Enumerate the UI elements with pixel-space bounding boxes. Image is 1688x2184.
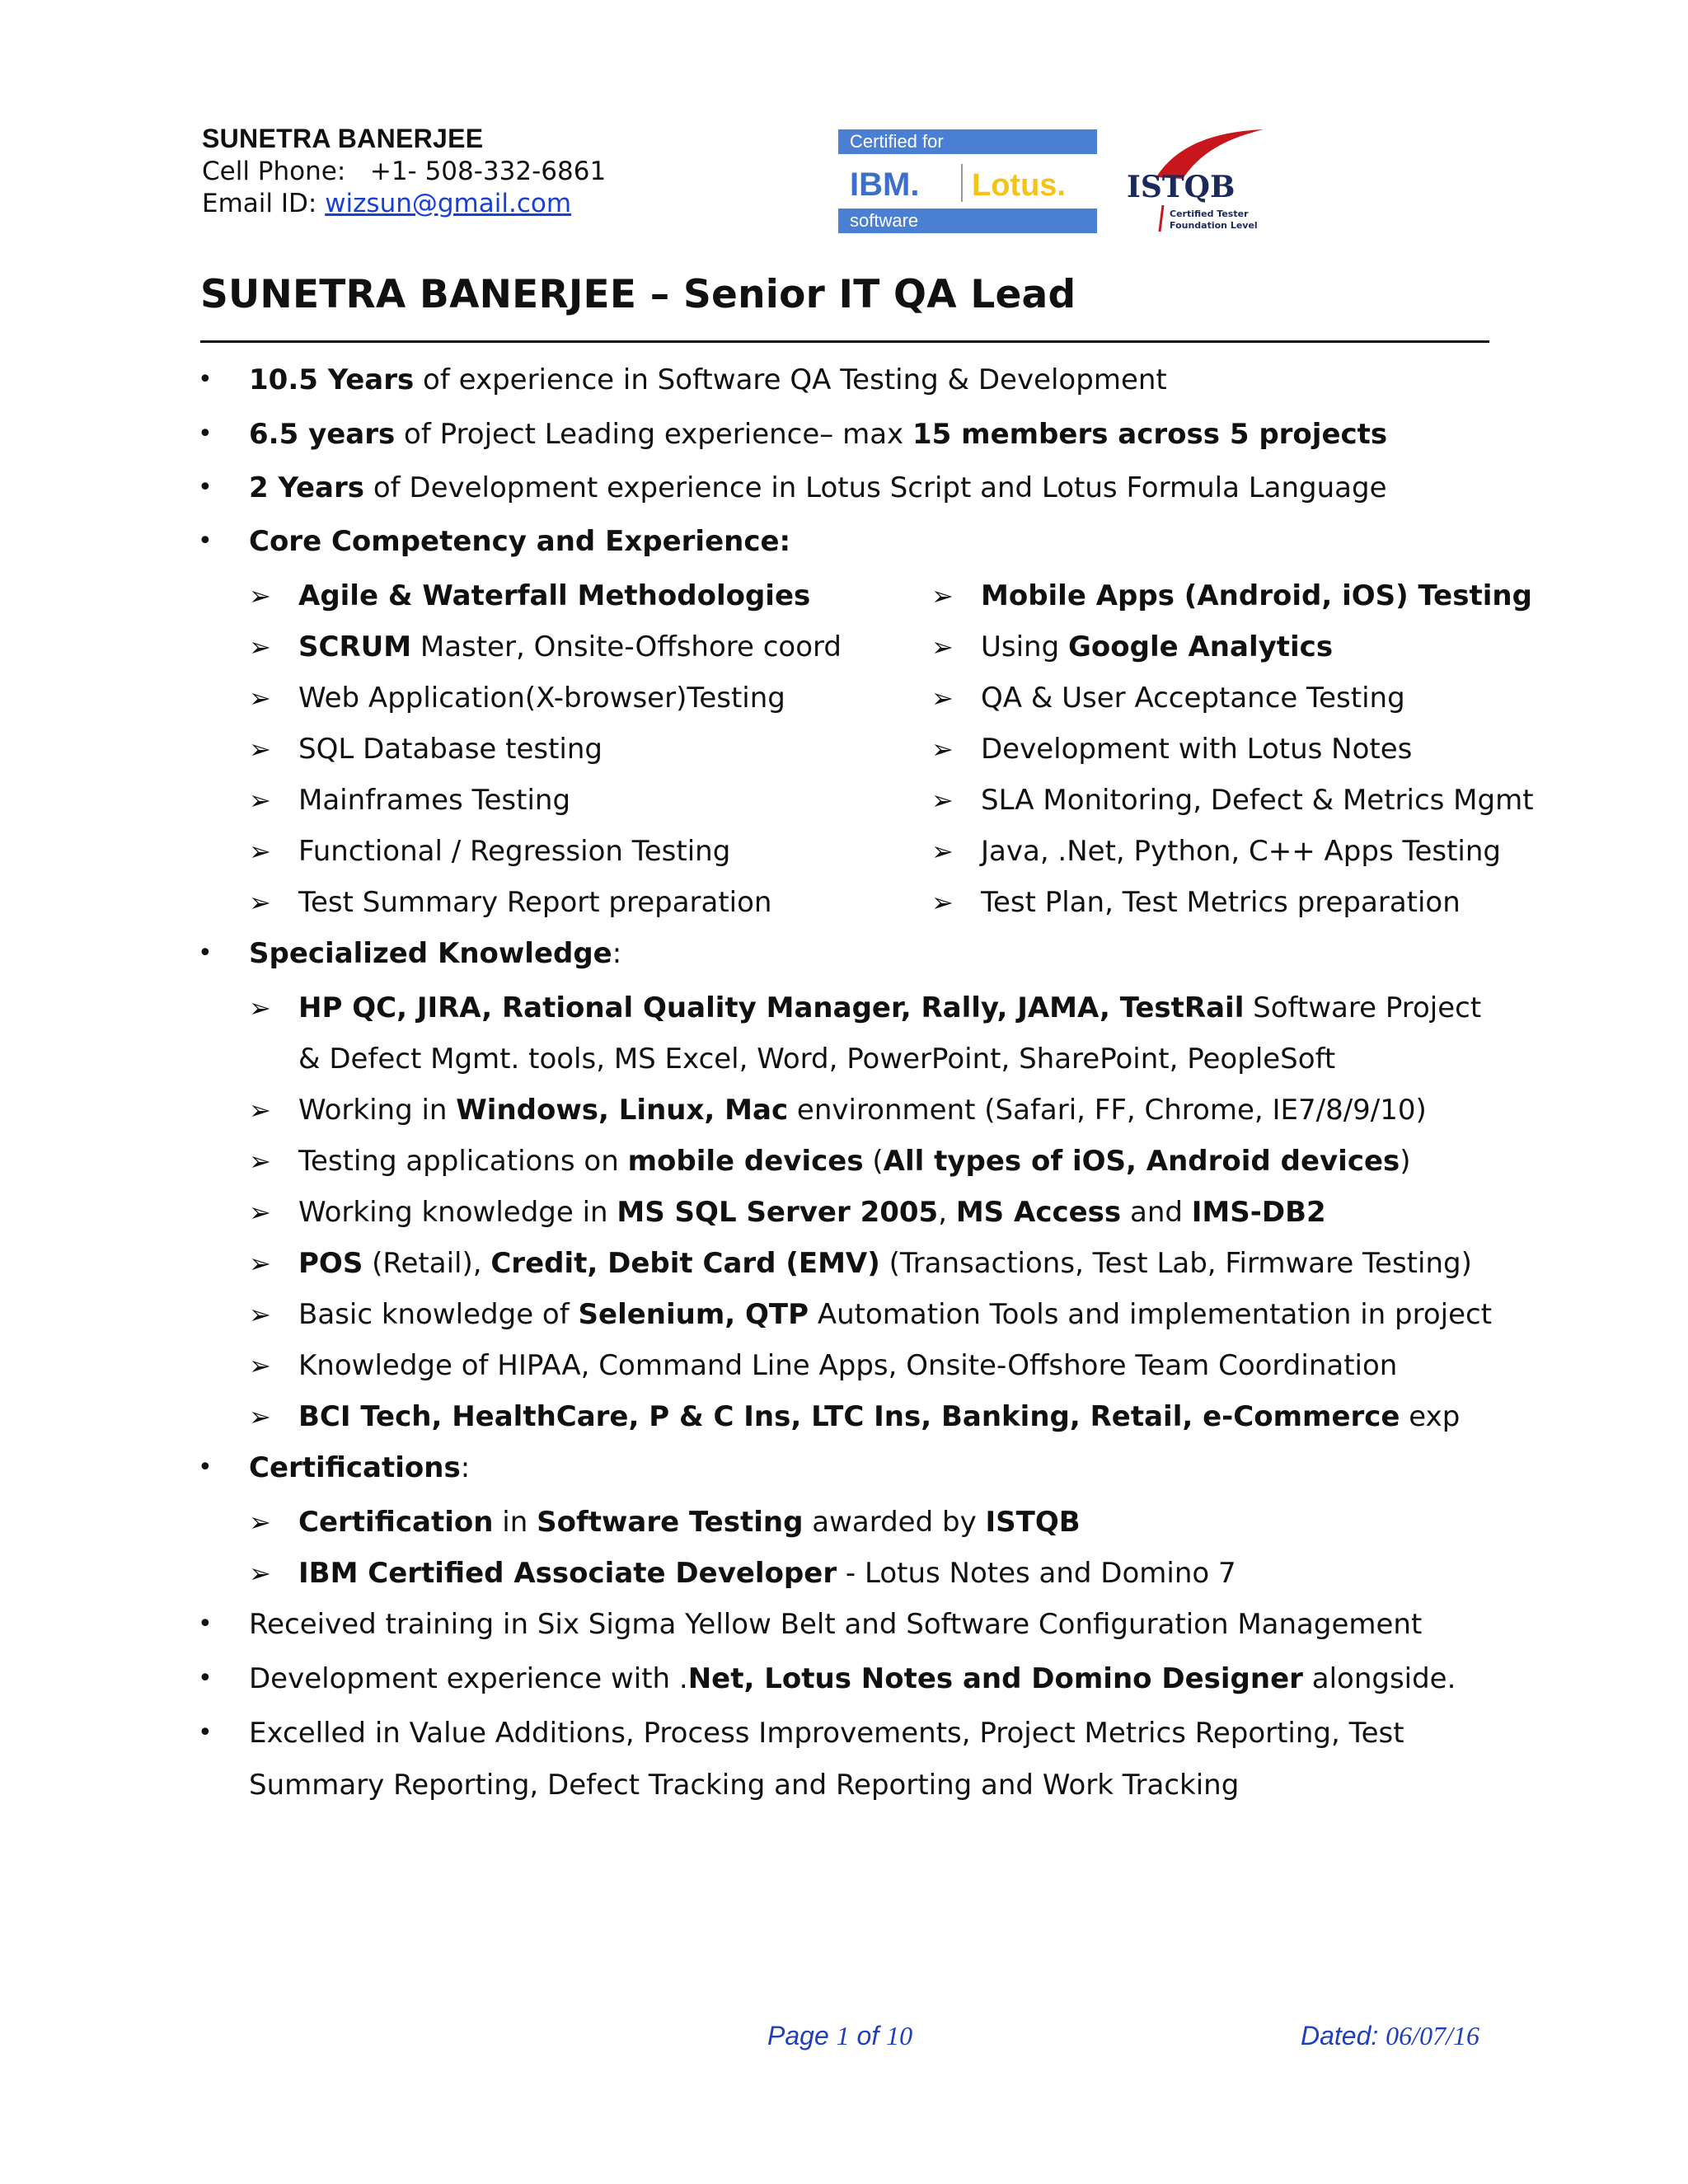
summary-bold: 15 members across 5 projects xyxy=(912,418,1388,451)
specialized-text: Knowledge of HIPAA, Command Line Apps, Onsite-Offshore Team Coordination xyxy=(298,1349,1398,1382)
certification-text: in xyxy=(493,1506,537,1539)
email-link[interactable]: wizsun@gmail.com xyxy=(325,189,572,218)
summary-bold: 10.5 Years xyxy=(249,363,415,396)
arrow-bullet-icon: ➢ xyxy=(249,1401,271,1432)
arrow-bullet-icon: ➢ xyxy=(931,887,954,918)
extra-text: Received training in Six Sigma Yellow Belt and Software Configuration Management xyxy=(249,1608,1423,1641)
specialized-text: ) xyxy=(1400,1145,1411,1178)
phone-line xyxy=(202,157,606,186)
specialized-bold: Credit, Debit Card (EMV) xyxy=(490,1247,880,1280)
bullet-icon: • xyxy=(198,939,213,968)
arrow-bullet-icon: ➢ xyxy=(249,682,271,714)
summary-text: of Project Leading experience– max xyxy=(395,418,912,451)
specialized-text: & Defect Mgmt. tools, MS Excel, Word, PowerPoint, SharePoint, PeopleSoft xyxy=(298,1043,1336,1076)
arrow-bullet-icon: ➢ xyxy=(249,631,271,663)
competency-item: Using xyxy=(981,630,1068,663)
specialized-text: (Transactions, Test Lab, Firmware Testing) xyxy=(879,1247,1472,1280)
arrow-bullet-icon: ➢ xyxy=(249,1094,271,1126)
competency-item: Master, Onsite-Offshore coord xyxy=(411,630,842,663)
specialized-bold: Selenium, QTP xyxy=(578,1298,809,1331)
page-number xyxy=(767,2021,912,2051)
extra-text: Development experience with . xyxy=(249,1662,688,1695)
competency-item: Development with Lotus Notes xyxy=(981,733,1413,766)
istqb-certified-logo xyxy=(1123,129,1268,233)
specialized-text: environment (Safari, FF, Chrome, IE7/8/9/10) xyxy=(788,1094,1427,1127)
specialized-bold: MS SQL Server 2005 xyxy=(617,1196,939,1229)
certification-bold: Certification xyxy=(298,1506,494,1539)
title-underline xyxy=(200,340,1489,343)
candidate-name: SUNETRA BANERJEE xyxy=(202,124,484,153)
competency-item: Agile & Waterfall Methodologies xyxy=(298,579,811,612)
page-label: Page xyxy=(767,2021,837,2050)
specialized-text: Automation Tools and implementation in project xyxy=(809,1298,1493,1331)
arrow-bullet-icon: ➢ xyxy=(931,785,954,816)
specialized-text: and xyxy=(1121,1196,1192,1229)
arrow-bullet-icon: ➢ xyxy=(931,682,954,714)
competency-item: Java, .Net, Python, C++ Apps Testing xyxy=(981,835,1502,868)
specialized-heading: Specialized Knowledge xyxy=(249,937,612,970)
competency-item: Mainframes Testing xyxy=(298,784,571,817)
specialized-bold: POS xyxy=(298,1247,363,1280)
page-current: 1 xyxy=(836,2021,850,2050)
arrow-bullet-icon: ➢ xyxy=(249,1248,271,1279)
certifications-heading: Certifications xyxy=(249,1451,461,1484)
specialized-text: Basic knowledge of xyxy=(298,1298,579,1331)
arrow-bullet-icon: ➢ xyxy=(249,1558,271,1589)
bullet-icon: • xyxy=(198,1718,213,1747)
specialized-bold: BCI Tech, HealthCare, P & C Ins, LTC Ins, Banking, Retail, e-Commerce xyxy=(298,1400,1400,1433)
istqb-logo-sub1: Certified Tester xyxy=(1170,209,1249,219)
ibm-lotus-certified-logo xyxy=(838,129,1097,233)
ibm-logo-lotus-text: Lotus. xyxy=(972,168,1066,203)
phone-number: +1- 508-332-6861 xyxy=(369,157,607,186)
specialized-bold: HP QC, JIRA, Rational Quality Manager, Rally, JAMA, TestRail xyxy=(298,991,1245,1024)
bullet-icon: • xyxy=(198,1664,213,1693)
competency-item: Web Application(X-browser)Testing xyxy=(298,682,785,715)
ibm-logo-ibm-text: IBM. xyxy=(850,166,920,203)
istqb-logo-mark xyxy=(1160,205,1163,232)
heading-colon: : xyxy=(612,937,622,970)
bullet-icon: • xyxy=(198,1610,213,1638)
arrow-bullet-icon: ➢ xyxy=(931,580,954,612)
certification-bold: ISTQB xyxy=(985,1506,1081,1539)
specialized-text: Working knowledge in xyxy=(298,1196,617,1229)
extra-text: Excelled in Value Additions, Process Improvements, Project Metrics Reporting, Test xyxy=(249,1717,1404,1750)
specialized-bold: MS Access xyxy=(955,1196,1122,1229)
resume-title: SUNETRA BANERJEE – Senior IT QA Lead xyxy=(200,272,1076,317)
certification-text: - Lotus Notes and Domino 7 xyxy=(837,1557,1236,1590)
specialized-text: exp xyxy=(1400,1400,1461,1433)
bullet-icon: • xyxy=(198,473,213,502)
specialized-bold: IMS-DB2 xyxy=(1191,1196,1326,1229)
certification-bold: IBM Certified Associate Developer xyxy=(298,1557,837,1590)
specialized-text: Software Project xyxy=(1244,991,1482,1024)
competency-item: Test Plan, Test Metrics preparation xyxy=(981,886,1461,919)
page-total: 10 xyxy=(886,2021,913,2050)
specialized-text: Working in xyxy=(298,1094,457,1127)
ibm-logo-bottom-text: software xyxy=(850,210,919,231)
specialized-text: (Retail), xyxy=(363,1247,491,1280)
date-value: 06/07/16 xyxy=(1386,2021,1479,2050)
summary-text: of Development experience in Lotus Script and Lotus Formula Language xyxy=(364,471,1387,504)
istqb-logo-name: ISTQB xyxy=(1127,170,1236,204)
date-label: Dated: xyxy=(1301,2021,1386,2050)
arrow-bullet-icon: ➢ xyxy=(249,1350,271,1381)
arrow-bullet-icon: ➢ xyxy=(249,1507,271,1538)
page-of: of xyxy=(849,2021,887,2050)
ibm-logo-top-text: Certified for xyxy=(850,131,944,152)
summary-bold: 6.5 years xyxy=(249,418,396,451)
arrow-bullet-icon: ➢ xyxy=(249,836,271,867)
arrow-bullet-icon: ➢ xyxy=(249,733,271,765)
specialized-text: , xyxy=(938,1196,956,1229)
extra-text: Summary Reporting, Defect Tracking and Reporting and Work Tracking xyxy=(249,1769,1240,1802)
certification-text: awarded by xyxy=(803,1506,986,1539)
summary-bold: 2 Years xyxy=(249,471,365,504)
competency-heading: Core Competency and Experience: xyxy=(249,525,791,558)
arrow-bullet-icon: ➢ xyxy=(249,887,271,918)
arrow-bullet-icon: ➢ xyxy=(249,1197,271,1228)
arrow-bullet-icon: ➢ xyxy=(249,785,271,816)
heading-colon: : xyxy=(460,1451,471,1484)
bullet-icon: • xyxy=(198,419,213,448)
arrow-bullet-icon: ➢ xyxy=(931,631,954,663)
certification-bold: Software Testing xyxy=(537,1506,804,1539)
arrow-bullet-icon: ➢ xyxy=(249,992,271,1024)
specialized-bold: All types of iOS, Android devices xyxy=(883,1145,1400,1178)
competency-item: QA & User Acceptance Testing xyxy=(981,682,1405,715)
document-date xyxy=(1301,2021,1479,2051)
competency-bold: SCRUM xyxy=(298,630,412,663)
phone-label: Cell Phone: xyxy=(202,157,346,186)
extra-text: alongside. xyxy=(1302,1662,1456,1695)
competency-item: SQL Database testing xyxy=(298,733,603,766)
email-label: Email ID: xyxy=(202,189,317,218)
arrow-bullet-icon: ➢ xyxy=(249,1299,271,1330)
competency-item: Test Summary Report preparation xyxy=(298,886,772,919)
competency-item: Mobile Apps (Android, iOS) Testing xyxy=(981,579,1532,612)
bullet-icon: • xyxy=(198,1453,213,1482)
specialized-bold: Windows, Linux, Mac xyxy=(456,1094,789,1127)
arrow-bullet-icon: ➢ xyxy=(931,836,954,867)
istqb-logo-sub2: Foundation Level xyxy=(1170,220,1258,231)
email-line xyxy=(202,189,571,218)
bullet-icon: • xyxy=(198,365,213,394)
competency-bold: Google Analytics xyxy=(1067,630,1334,663)
arrow-bullet-icon: ➢ xyxy=(931,733,954,765)
arrow-bullet-icon: ➢ xyxy=(249,1146,271,1177)
arrow-bullet-icon: ➢ xyxy=(249,580,271,612)
specialized-bold: mobile devices xyxy=(627,1145,864,1178)
competency-item: Functional / Regression Testing xyxy=(298,835,731,868)
specialized-text: Testing applications on xyxy=(298,1145,628,1178)
competency-item: SLA Monitoring, Defect & Metrics Mgmt xyxy=(981,784,1534,817)
summary-text: of experience in Software QA Testing & Development xyxy=(414,363,1167,396)
extra-bold: Net, Lotus Notes and Domino Designer xyxy=(687,1662,1303,1695)
bullet-icon: • xyxy=(198,527,213,555)
specialized-text: ( xyxy=(863,1145,884,1178)
